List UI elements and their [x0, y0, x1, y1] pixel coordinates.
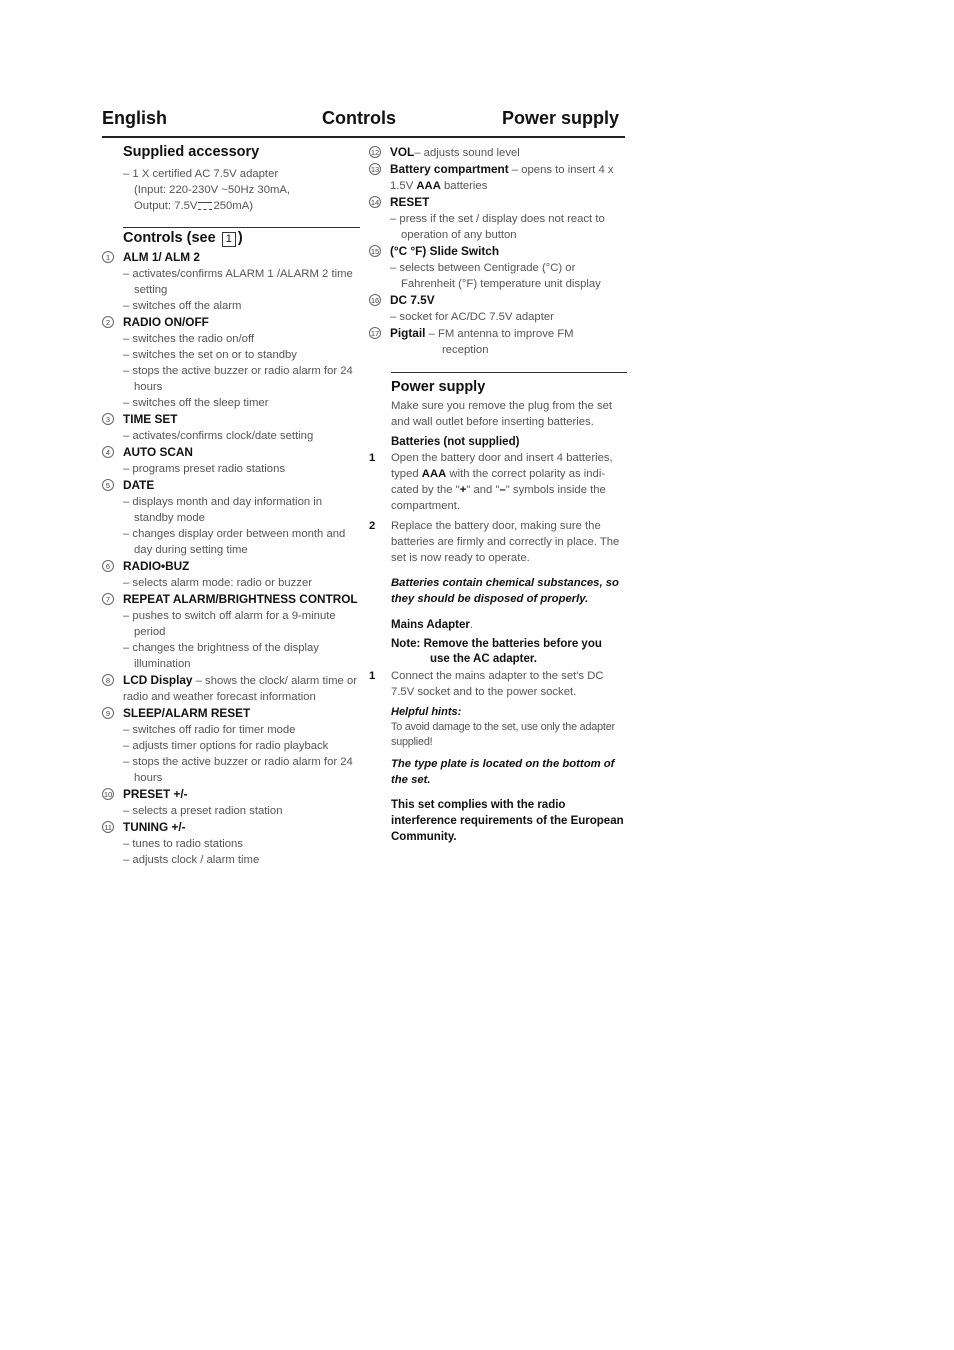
- mains-adapter-title: [391, 617, 627, 633]
- controls-list: [102, 249, 360, 868]
- accessory-line: (Input: 220-230V ~50Hz 30mA,: [134, 184, 291, 196]
- control-sub-description: – switches off radio for timer mode: [123, 724, 296, 736]
- control-item: [369, 325, 627, 358]
- control-sub-description: – socket for AC/DC 7.5V adapter: [390, 311, 554, 323]
- type-plate-note: The type plate is located on the bottom of the set.: [391, 758, 615, 786]
- item-number-circle: 13: [370, 165, 380, 174]
- item-number-circle: 17: [370, 329, 380, 338]
- compliance-note: This set complies with the radio interference requirements of the European Community.: [391, 799, 624, 843]
- control-sub-description: – activates/confirms clock/date setting: [123, 430, 314, 442]
- item-number-circle: 3: [102, 413, 114, 425]
- control-item: [102, 314, 360, 331]
- control-description: – adjusts sound level: [414, 147, 520, 159]
- item-number-circle: 9: [102, 707, 114, 719]
- item-number-circle: 10: [103, 790, 113, 799]
- figure-ref-box: 1: [222, 232, 236, 247]
- helpful-hints-title: Helpful hints:: [391, 706, 462, 718]
- control-label: TUNING +/-: [123, 820, 186, 834]
- control-sub-description: – switches off the sleep timer: [123, 397, 269, 409]
- control-sub-description: – switches the set on or to standby: [123, 349, 297, 361]
- control-description-bold: AAA: [416, 180, 441, 192]
- mains-title-text: Mains Adapter: [391, 619, 470, 631]
- control-sub-description: – displays month and day information in standby mode: [123, 496, 323, 524]
- control-description: batteries: [440, 180, 488, 192]
- control-sub-description: – adjusts clock / alarm time: [123, 854, 260, 866]
- control-description: reception: [442, 344, 489, 356]
- control-sub-description: – tunes to radio stations: [123, 838, 243, 850]
- control-item: [102, 672, 360, 705]
- item-number-circle: 7: [102, 593, 114, 605]
- step-number: 1: [369, 452, 376, 464]
- header-topic: Power supply: [501, 108, 619, 128]
- control-sub-description: – adjusts timer options for radio playback: [123, 740, 329, 752]
- control-item: [102, 558, 360, 575]
- item-number-circle: 4: [102, 446, 114, 458]
- control-sub-description: – activates/confirms ALARM 1 /ALARM 2 time setting: [123, 268, 353, 296]
- left-column: [102, 144, 360, 868]
- control-item: [102, 444, 360, 461]
- accessory-output-text: Output: 7.5V: [134, 200, 198, 212]
- control-item: [369, 161, 627, 194]
- accessory-line: [134, 198, 360, 214]
- battery-step-1: [369, 450, 627, 514]
- section-divider: [123, 227, 360, 228]
- control-item: [102, 249, 360, 266]
- control-description: – opens to insert 4 x 1.5V: [390, 164, 614, 192]
- control-label: RADIO ON/OFF: [123, 315, 209, 329]
- control-label: REPEAT ALARM/BRIGHTNESS CONTROL: [123, 592, 358, 606]
- control-label: SLEEP/ALARM RESET: [123, 706, 251, 720]
- step-text: Open the battery door and insert 4 batteries, typed: [391, 452, 613, 480]
- control-label: (°C °F) Slide Switch: [390, 244, 500, 258]
- control-item: [102, 411, 360, 428]
- control-label: RADIO•BUZ: [123, 559, 190, 573]
- controls-title-text: Controls (see: [123, 230, 220, 246]
- item-number-circle: 11: [102, 821, 114, 833]
- control-item: [369, 194, 627, 211]
- control-label: DC 7.5V: [390, 293, 435, 307]
- step-text: Replace the battery door, making sure the batteries are firmly and correctly in place. The set is now ready to operate.: [391, 520, 620, 564]
- minus-symbol: –: [499, 484, 506, 496]
- control-label: PRESET +/-: [123, 787, 188, 801]
- item-number-circle: 8: [102, 674, 114, 686]
- control-sub-description: – selects between Centigrade (°C) or Fahrenheit (°F) temperature unit display: [390, 262, 601, 290]
- power-intro: Make sure you remove the plug from the set and wall outlet before inserting batteries.: [391, 400, 613, 428]
- control-sub-description: – press if the set / display does not react to operation of any button: [390, 213, 605, 241]
- header-language: English: [102, 108, 168, 128]
- right-column: [369, 144, 627, 845]
- control-description: – shows the clock/ alarm time or radio and weather forecast information: [123, 675, 357, 703]
- mains-title-dot: .: [469, 619, 473, 631]
- dc-symbol-icon: [198, 202, 212, 210]
- control-label: Battery compartment: [390, 162, 509, 176]
- item-number-circle: 14: [370, 198, 380, 207]
- control-sub-description: – switches off the alarm: [123, 300, 242, 312]
- control-sub-description: – stops the active buzzer or radio alarm for 24 hours: [123, 365, 353, 393]
- control-label: ALM 1/ ALM 2: [123, 250, 200, 264]
- page-header: [102, 108, 625, 138]
- control-sub-description: – changes the brightness of the display illumination: [123, 642, 319, 670]
- step-bold: AAA: [421, 468, 447, 480]
- control-sub-description: – selects a preset radion station: [123, 805, 283, 817]
- control-label: TIME SET: [123, 412, 178, 426]
- header-section: Controls: [322, 108, 396, 128]
- item-number-circle: 1: [102, 251, 114, 263]
- control-item: [102, 477, 360, 494]
- battery-step-2: [369, 518, 627, 566]
- batteries-title: Batteries (not supplied): [391, 436, 520, 448]
- control-sub-description: – switches the radio on/off: [123, 333, 255, 345]
- control-description: – FM antenna to improve FM: [425, 328, 574, 340]
- control-label: RESET: [390, 195, 430, 209]
- note: [391, 637, 627, 667]
- control-item: [369, 144, 627, 161]
- item-number-circle: 2: [102, 316, 114, 328]
- control-sub-description: – stops the active buzzer or radio alarm for 24 hours: [123, 756, 353, 784]
- control-item: [102, 705, 360, 722]
- controls-title-close: ): [237, 230, 243, 246]
- control-item: [102, 591, 360, 608]
- accessory-line: – 1 X certified AC 7.5V adapter: [123, 168, 279, 180]
- control-label: LCD Display: [123, 673, 193, 687]
- power-supply-title: Power supply: [391, 379, 486, 395]
- control-item: [369, 292, 627, 309]
- accessory-output-current: 250mA): [213, 200, 253, 212]
- item-number-circle: 16: [370, 296, 380, 305]
- step-number: 1: [369, 670, 376, 682]
- control-sub-description: – changes display order between month and day during setting time: [123, 528, 346, 556]
- control-label: AUTO SCAN: [123, 445, 193, 459]
- step-text: " and ": [466, 484, 500, 496]
- control-sub-description: – pushes to switch off alarm for a 9-minute period: [123, 610, 336, 638]
- controls-title: [123, 230, 360, 247]
- control-item: [102, 819, 360, 836]
- item-number-circle: 5: [102, 479, 114, 491]
- control-label: DATE: [123, 478, 155, 492]
- note-line: Note: Remove the batteries before you: [391, 638, 602, 650]
- control-item: [102, 786, 360, 803]
- mains-step-1: [369, 668, 627, 700]
- control-label: VOL: [390, 145, 415, 159]
- battery-warning: Batteries contain chemical substances, so they should be disposed of properly.: [391, 577, 619, 605]
- plus-symbol: +: [459, 484, 467, 496]
- step-text: with the correct polarity as indi-cated by the ": [391, 468, 606, 496]
- controls-list-continued: [369, 144, 627, 358]
- control-sub-description: – selects alarm mode: radio or buzzer: [123, 577, 312, 589]
- step-number: 2: [369, 520, 376, 532]
- supplied-accessory-title: Supplied accessory: [123, 144, 260, 160]
- control-item: [369, 243, 627, 260]
- step-text: " symbols inside the compartment.: [391, 484, 606, 512]
- control-label: Pigtail: [390, 326, 426, 340]
- step-text: Connect the mains adapter to the set's DC 7.5V socket and to the power socket.: [391, 670, 604, 698]
- item-number-circle: 12: [370, 148, 380, 157]
- item-number-circle: 15: [370, 247, 380, 256]
- control-sub-description: – programs preset radio stations: [123, 463, 286, 475]
- section-divider: [391, 372, 627, 373]
- helpful-hints-body: To avoid damage to the set, use only the adapter supplied!: [391, 721, 615, 748]
- item-number-circle: 6: [102, 560, 114, 572]
- note-line: use the AC adapter.: [430, 653, 537, 665]
